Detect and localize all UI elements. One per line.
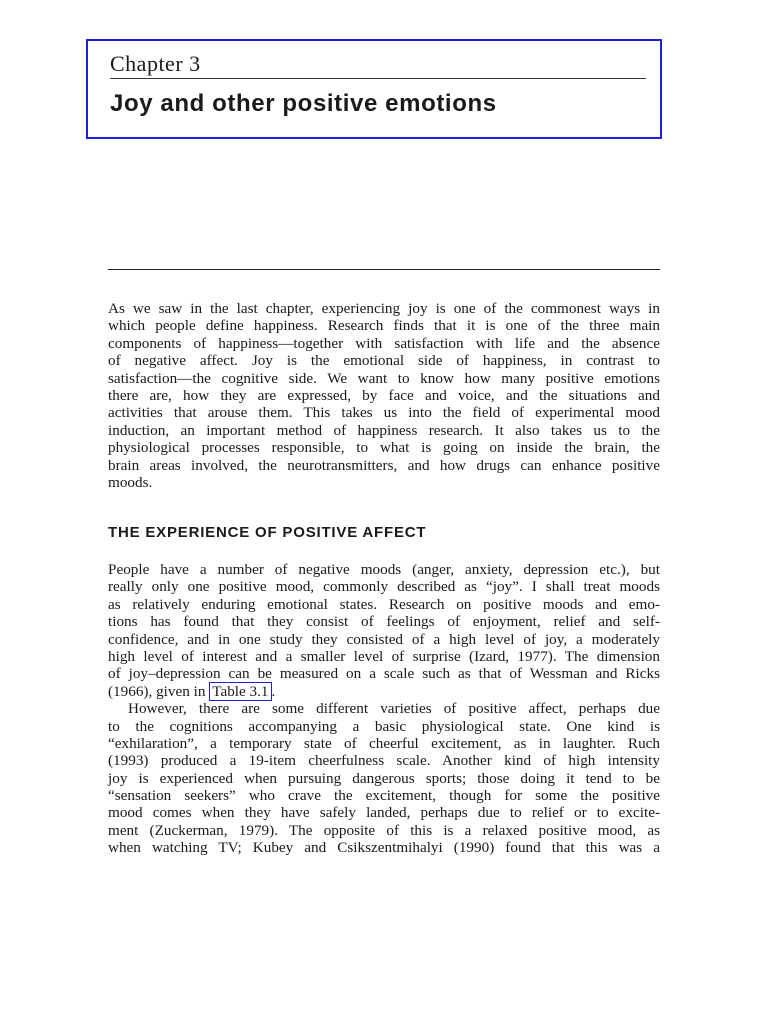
text-line: (1993) produced a 19-item cheerfulness scale. Another kind of high intensity (108, 752, 660, 770)
text-line: People have a number of negative moods (anger, anxiety, depression etc.), but (108, 561, 660, 578)
text-line: of joy–depression can be measured on a scale such as that of Wessman and Ricks (108, 665, 660, 683)
text-line: tions has found that they consist of feelings of enjoyment, relief and self- (108, 613, 660, 631)
text-line: joy is experienced when pursuing dangerous sports; those doing it tend to be (108, 769, 660, 787)
text-line: However, there are some different varieties of positive affect, perhaps due (128, 700, 660, 718)
chapter-label: Chapter 3 (110, 51, 201, 76)
text-line: moods. (108, 473, 153, 491)
section-divider (108, 269, 660, 270)
text-line: to the cognitions accompanying a basic physiological state. One kind is (108, 717, 660, 735)
text-line: which people define happiness. Research finds that it is one of the three main (108, 317, 660, 335)
text-line: high level of interest and a smaller level of surprise (Izard, 1977). The dimension (108, 647, 660, 665)
table-reference-link[interactable]: Table 3.1 (209, 682, 271, 701)
text-line: activities that arouse them. This takes us into the field of experimental mood (108, 404, 660, 422)
text-fragment: (1966), given in (108, 682, 210, 700)
chapter-divider (110, 78, 646, 79)
chapter-title: Joy and other positive emotions (110, 90, 497, 117)
text-line: really only one positive mood, commonly described as “joy”. I shall treat moods (108, 578, 660, 596)
text-line: physiological processes responsible, to what is going on inside the brain, the (108, 439, 660, 457)
chapter-header-box (86, 39, 662, 139)
text-line: when watching TV; Kubey and Csikszentmihalyi (1990) found that this was a (108, 839, 660, 857)
text-line: ment (Zuckerman, 1979). The opposite of this is a relaxed positive mood, as (108, 821, 660, 839)
text-line: components of happiness—together with satisfaction with life and the absence (108, 334, 660, 352)
text-fragment: . (271, 682, 276, 700)
text-line (108, 683, 660, 700)
text-line: satisfaction—the cognitive side. We want to know how many positive emotions (108, 369, 660, 387)
text-line: mood comes when they have safely landed, perhaps due to relief or to excite- (108, 804, 660, 822)
text-line: induction, an important method of happiness research. It also takes us to the (108, 421, 660, 439)
intro-paragraph (108, 300, 660, 491)
text-line: of negative affect. Joy is the emotional side of happiness, in contrast to (108, 352, 660, 370)
text-line: “exhilaration”, a temporary state of cheerful excitement, as in laughter. Ruch (108, 734, 660, 752)
text-line: there are, how they are expressed, by face and voice, and the situations and (108, 386, 660, 404)
text-line: brain areas involved, the neurotransmitters, and how drugs can enhance positive (108, 456, 660, 474)
section-body (108, 561, 660, 857)
text-line: As we saw in the last chapter, experiencing joy is one of the commonest ways in (108, 300, 660, 317)
section-heading: THE EXPERIENCE OF POSITIVE AFFECT (108, 524, 427, 541)
text-line: confidence, and in one study they consisted of a high level of joy, a moderately (108, 630, 660, 648)
text-line: “sensation seekers” who crave the excitement, though for some the positive (108, 787, 660, 805)
text-line: as relatively enduring emotional states. Research on positive moods and emo- (108, 595, 660, 613)
